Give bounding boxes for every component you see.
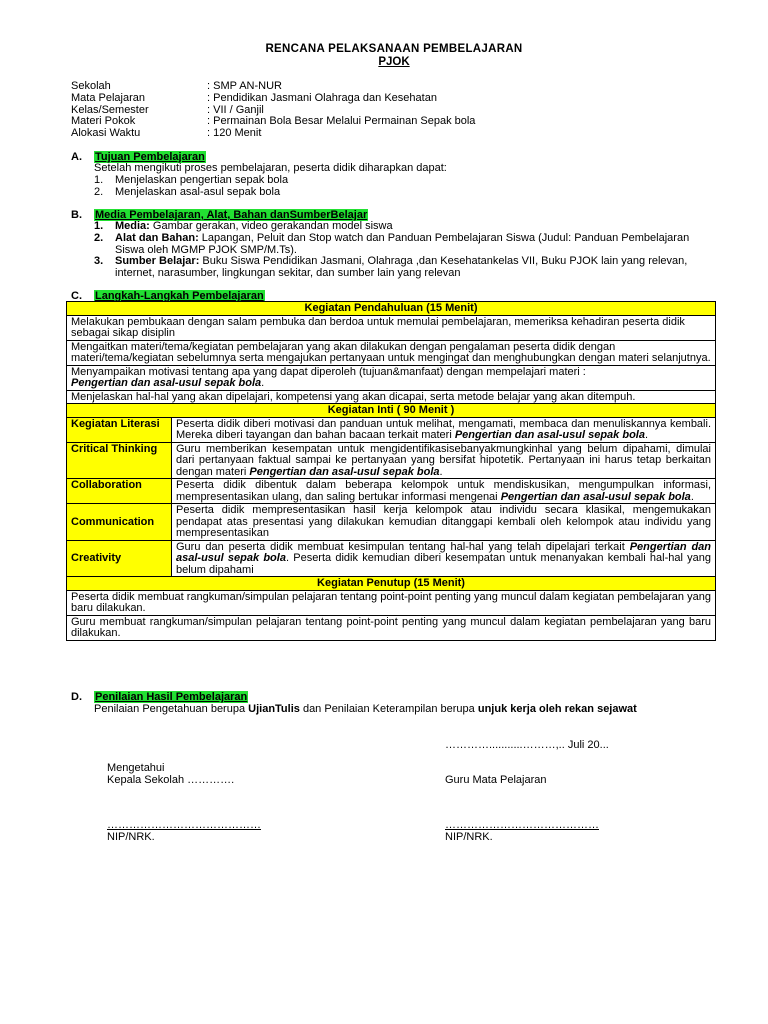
cell-tail: .	[439, 465, 443, 478]
principal-label: Kepala Sekolah ………….	[107, 774, 235, 786]
cell-emphasis: Pengertian dan asal-usul sepak bola	[176, 540, 711, 564]
identity-value: : 120 Menit	[207, 127, 262, 140]
list-label: Sumber Belajar:	[115, 255, 200, 268]
identity-row	[71, 128, 475, 140]
cell-text: Peserta didik dibentuk dalam beberapa kelompok untuk mendiskusikan, mengumpulkan informasi, mempresentasikan ulang, dan saling bertukar informasi mengenai	[176, 479, 711, 503]
principal-nip: NIP/NRK.	[107, 831, 155, 843]
table-row	[67, 390, 716, 404]
assessment-emphasis: UjianTulis	[248, 703, 300, 715]
document-title: RENCANA PELAKSANAAN PEMBELAJARAN	[265, 43, 523, 55]
cell-emphasis: Pengertian dan asal-usul sepak bola	[71, 377, 262, 389]
table-cell: Peserta didik membuat rangkuman/simpulan pelajaran tentang point-point penting yang muncul dalam kegiatan pembelajaran yang baru dilakukan.	[67, 590, 716, 615]
table-cell	[172, 442, 716, 479]
table-cell	[172, 504, 716, 541]
list-number: 2.	[94, 185, 104, 198]
section-title: Langkah-Langkah Pembelajaran	[95, 290, 264, 302]
identity-label: Materi Pokok	[71, 115, 136, 128]
assessment-text: Penilaian Pengetahuan berupa	[94, 703, 249, 715]
section-d-text	[94, 704, 637, 716]
list-text: Menjelaskan asal-asul sepak bola	[115, 185, 281, 198]
table-cell: Melakukan pembukaan dengan salam pembuka dan berdoa untuk memulai pembelajaran, memeriksa kehadiran peserta didik sebagai sikap disiplin	[67, 315, 716, 340]
list-number: 1.	[94, 220, 104, 232]
identity-label: Mata Pelajaran	[71, 91, 145, 104]
cell-emphasis: Pengertian dan asal-usul sepak bola	[500, 490, 691, 503]
table-cell	[67, 365, 716, 390]
section-letter: B.	[71, 209, 82, 221]
skill-cell: Creativity	[67, 540, 172, 577]
teacher-signature-line: ……………………………………	[445, 819, 599, 831]
table-row	[67, 615, 716, 640]
date-line: …………...........………,.. Juli 20...	[445, 739, 609, 751]
skill-cell: Collaboration	[67, 479, 172, 504]
identity-value: : Pendidikan Jasmani Olahraga dan Kesehatan	[207, 91, 437, 104]
section-title: Tujuan Pembelajaran	[95, 151, 205, 163]
identity-label: Sekolah	[71, 80, 111, 92]
list-item	[94, 256, 699, 280]
list-text: Buku Siswa Pendidikan Jasmani, Olahraga ,dan Kesehatankelas VII, Buku PJOK lain yang relevan, internet, narasumber, lingkungan sekitar, dan sumber lain yang relevan	[115, 255, 688, 280]
list-text: Gambar gerakan, video gerakandan model siswa	[149, 220, 393, 232]
section-d-heading	[71, 691, 248, 703]
table-cell: Guru membuat rangkuman/simpulan pelajaran tentang point-point penting yang muncul dalam kegiatan pembelajaran yang baru dilakukan.	[67, 615, 716, 640]
cell-tail: . Peserta didik kemudian diberi kesempatan untuk menanyakan kembali hal-hal yang belum dipahami	[176, 552, 711, 576]
table-row	[67, 315, 716, 340]
cell-tail: .	[261, 377, 265, 389]
table-row	[67, 590, 716, 615]
table-row	[67, 417, 716, 442]
cell-text: Guru memberikan kesempatan untuk mengidentifikasisebanyakmungkinhal yang belum dipahami, dimulai dari pertanyaan faktual sampai ke pertanyaan yang bersifat hipotetik. Pertanyaan ini harus tetap berkaitan dengan materi	[176, 442, 711, 478]
section-letter: D.	[71, 691, 82, 703]
assessment-emphasis: unjuk kerja oleh rekan sejawat	[477, 703, 637, 715]
cell-text: Menyampaikan motivasi tentang apa yang dapat diperoleh (tujuan&manfaat) dengan mempelajari materi :	[71, 365, 586, 378]
table-cell	[172, 479, 716, 504]
skill-cell: Communication	[67, 504, 172, 541]
teacher-label: Guru Mata Pelajaran	[445, 774, 547, 786]
table-cell	[172, 540, 716, 577]
section-title: Penilaian Hasil Pembelajaran	[95, 691, 248, 703]
table-row	[67, 302, 716, 316]
list-text: Menjelaskan pengertian sepak bola	[115, 174, 289, 186]
list-number: 1.	[94, 174, 104, 186]
table-row	[67, 404, 716, 418]
table-row	[67, 479, 716, 504]
identity-label: Kelas/Semester	[71, 103, 149, 116]
cell-text: Peserta didik diberi motivasi dan panduan untuk melihat, mengamati, membaca dan menuliskannya kembali. Mereka diberi tayangan dan bahan bacaan terkait materi	[176, 417, 711, 441]
identity-row	[71, 93, 475, 105]
cell-text: Peserta didik mempresentasikan hasil kerja kelompok atau individu secara klasikal, mengemukakan pendapat atas presentasi yang dilakukan kemudian ditanggapi kembali oleh kelompok atau individu yang mempresentasikan	[176, 504, 711, 539]
section-a-intro: Setelah mengikuti proses pembelajaran, peserta didik diharapkan dapat:	[94, 162, 447, 174]
assessment-text: dan Penilaian Keterampilan berupa	[299, 703, 478, 715]
identity-label: Alokasi Waktu	[71, 127, 141, 140]
cell-tail: .	[644, 429, 649, 441]
section-b-list	[94, 221, 699, 280]
identity-value: : SMP AN-NUR	[207, 80, 282, 92]
section-a-list	[94, 175, 288, 199]
cell-emphasis: Pengertian dan asal-usul sepak bola	[249, 465, 440, 478]
cell-emphasis: Pengertian dan asal-usul sepak bola	[454, 429, 645, 441]
skill-cell: Kegiatan Literasi	[67, 417, 172, 442]
skill-cell: Critical Thinking	[67, 442, 172, 479]
section-letter: A.	[71, 151, 82, 163]
teacher-nip: NIP/NRK.	[445, 831, 493, 843]
list-number: 3.	[94, 255, 104, 268]
cell-tail: .	[690, 490, 694, 503]
list-label: Alat dan Bahan:	[115, 231, 199, 244]
list-text: Lapangan, Peluit dan Stop watch dan Panduan Pembelajaran Siswa (Judul: Panduan Pembelajaran Siswa oleh MGMP PJOK SMP/M.Ts).	[115, 231, 690, 256]
table-row	[67, 365, 716, 390]
phase-header: Kegiatan Pendahuluan (15 Menit)	[67, 302, 716, 316]
list-item	[94, 187, 288, 199]
principal-signature-line: ……………………………………	[107, 819, 261, 831]
learning-steps-table	[66, 301, 716, 641]
table-row	[67, 340, 716, 365]
table-cell	[172, 417, 716, 442]
list-label: Media:	[115, 220, 150, 232]
phase-header: Kegiatan Penutup (15 Menit)	[67, 577, 716, 591]
phase-header: Kegiatan Inti ( 90 Menit )	[67, 404, 716, 418]
table-cell: Mengaitkan materi/tema/kegiatan pembelajaran yang akan dilakukan dengan pengalaman peserta didik dengan materi/tema/kegiatan sebelumnya serta mengajukan pertanyaan untuk mengingat dan menghubungkan dengan materi selanjutnya.	[67, 340, 716, 365]
table-cell: Menjelaskan hal-hal yang akan dipelajari, kompetensi yang akan dicapai, serta metode belajar yang akan ditempuh.	[67, 390, 716, 404]
acknowledged-label: Mengetahui	[107, 762, 165, 774]
table-row	[67, 577, 716, 591]
identity-value: : VII / Ganjil	[207, 103, 264, 116]
section-title: Media Pembelajaran, Alat, Bahan danSumberBelajar	[95, 209, 368, 221]
table-row	[67, 442, 716, 479]
list-number: 2.	[94, 231, 104, 244]
identity-block	[71, 81, 475, 140]
list-item	[94, 233, 699, 257]
table-row	[67, 540, 716, 577]
document-subject: PJOK	[378, 56, 410, 68]
section-letter: C.	[71, 290, 82, 302]
identity-value: : Permainan Bola Besar Melalui Permainan Sepak bola	[207, 115, 476, 128]
cell-text: Guru dan peserta didik membuat kesimpulan tentang hal-hal yang telah dipelajari terkait	[176, 540, 630, 553]
table-row	[67, 504, 716, 541]
